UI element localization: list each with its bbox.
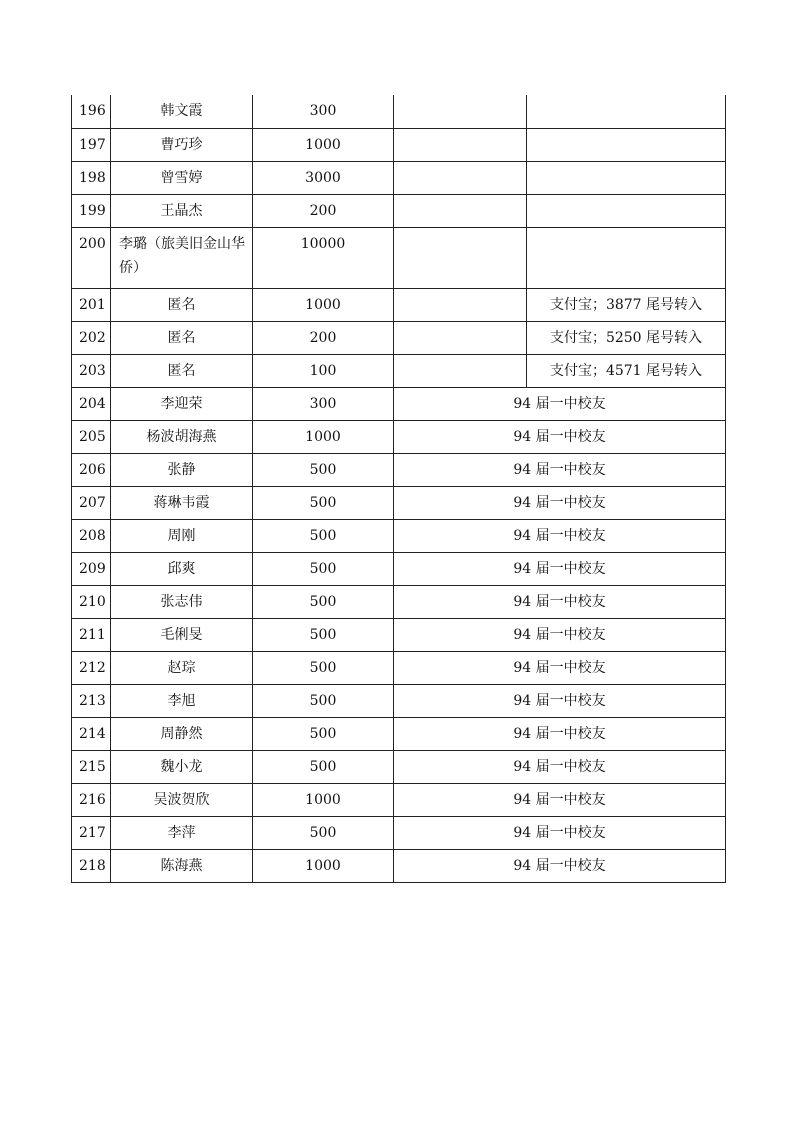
empty-cell xyxy=(394,128,527,161)
table-row xyxy=(72,288,726,321)
note-cell: 94 届一中校友 xyxy=(394,849,726,882)
row-number-cell: 200 xyxy=(72,227,111,288)
row-number-cell: 216 xyxy=(72,783,111,816)
donor-name-cell: 周静然 xyxy=(111,717,253,750)
row-number-cell: 207 xyxy=(72,486,111,519)
row-number-cell: 213 xyxy=(72,684,111,717)
note-cell: 94 届一中校友 xyxy=(394,420,726,453)
donor-name-cell: 匿名 xyxy=(111,354,253,387)
table-row xyxy=(72,227,726,288)
donation-table xyxy=(71,95,726,883)
donor-name-cell: 韩文霞 xyxy=(111,95,253,128)
donor-name-cell: 张志伟 xyxy=(111,585,253,618)
note-cell xyxy=(527,95,726,128)
amount-cell: 10000 xyxy=(253,227,394,288)
note-cell: 94 届一中校友 xyxy=(394,552,726,585)
table-row xyxy=(72,717,726,750)
amount-cell: 1000 xyxy=(253,783,394,816)
note-cell: 94 届一中校友 xyxy=(394,684,726,717)
donor-name-cell: 陈海燕 xyxy=(111,849,253,882)
table-row xyxy=(72,420,726,453)
donor-name-cell: 匿名 xyxy=(111,321,253,354)
amount-cell: 500 xyxy=(253,717,394,750)
amount-cell: 500 xyxy=(253,552,394,585)
amount-cell: 100 xyxy=(253,354,394,387)
donor-name-cell: 李璐（旅美旧金山华侨） xyxy=(111,227,253,288)
row-number-cell: 215 xyxy=(72,750,111,783)
row-number-cell: 209 xyxy=(72,552,111,585)
note-cell xyxy=(527,194,726,227)
empty-cell xyxy=(394,321,527,354)
row-number-cell: 212 xyxy=(72,651,111,684)
note-cell: 支付宝；3877 尾号转入 xyxy=(527,288,726,321)
table-row xyxy=(72,519,726,552)
note-cell xyxy=(527,161,726,194)
amount-cell: 1000 xyxy=(253,288,394,321)
note-cell: 94 届一中校友 xyxy=(394,585,726,618)
note-cell: 94 届一中校友 xyxy=(394,387,726,420)
row-number-cell: 210 xyxy=(72,585,111,618)
table-row xyxy=(72,651,726,684)
table-row xyxy=(72,816,726,849)
donor-name-cell: 蒋琳韦霞 xyxy=(111,486,253,519)
donor-name-cell: 毛俐旻 xyxy=(111,618,253,651)
table-row xyxy=(72,95,726,128)
table-row xyxy=(72,194,726,227)
amount-cell: 500 xyxy=(253,684,394,717)
amount-cell: 500 xyxy=(253,486,394,519)
row-number-cell: 206 xyxy=(72,453,111,486)
donor-name-cell: 李旭 xyxy=(111,684,253,717)
donation-table-body xyxy=(72,95,726,882)
empty-cell xyxy=(394,194,527,227)
donor-name-cell: 匿名 xyxy=(111,288,253,321)
table-row xyxy=(72,161,726,194)
table-row xyxy=(72,321,726,354)
donor-name-cell: 杨波胡海燕 xyxy=(111,420,253,453)
empty-cell xyxy=(394,288,527,321)
amount-cell: 500 xyxy=(253,519,394,552)
donor-name-cell: 魏小龙 xyxy=(111,750,253,783)
donor-name-cell: 李迎荣 xyxy=(111,387,253,420)
row-number-cell: 211 xyxy=(72,618,111,651)
row-number-cell: 214 xyxy=(72,717,111,750)
note-cell: 94 届一中校友 xyxy=(394,618,726,651)
row-number-cell: 217 xyxy=(72,816,111,849)
donor-name-cell: 曾雪婷 xyxy=(111,161,253,194)
empty-cell xyxy=(394,354,527,387)
amount-cell: 500 xyxy=(253,750,394,783)
row-number-cell: 202 xyxy=(72,321,111,354)
note-cell: 94 届一中校友 xyxy=(394,816,726,849)
donor-name-cell: 李萍 xyxy=(111,816,253,849)
row-number-cell: 196 xyxy=(72,95,111,128)
donor-name-cell: 周刚 xyxy=(111,519,253,552)
amount-cell: 1000 xyxy=(253,128,394,161)
empty-cell xyxy=(394,161,527,194)
note-cell: 94 届一中校友 xyxy=(394,519,726,552)
note-cell: 94 届一中校友 xyxy=(394,651,726,684)
row-number-cell: 199 xyxy=(72,194,111,227)
empty-cell xyxy=(394,95,527,128)
amount-cell: 500 xyxy=(253,585,394,618)
table-row xyxy=(72,618,726,651)
table-row xyxy=(72,585,726,618)
row-number-cell: 203 xyxy=(72,354,111,387)
note-cell: 94 届一中校友 xyxy=(394,486,726,519)
amount-cell: 500 xyxy=(253,618,394,651)
amount-cell: 300 xyxy=(253,95,394,128)
table-row xyxy=(72,486,726,519)
donor-name-cell: 赵琮 xyxy=(111,651,253,684)
amount-cell: 3000 xyxy=(253,161,394,194)
row-number-cell: 205 xyxy=(72,420,111,453)
donor-name-cell: 王晶杰 xyxy=(111,194,253,227)
amount-cell: 200 xyxy=(253,194,394,227)
note-cell: 支付宝；5250 尾号转入 xyxy=(527,321,726,354)
table-row xyxy=(72,453,726,486)
amount-cell: 1000 xyxy=(253,420,394,453)
row-number-cell: 198 xyxy=(72,161,111,194)
amount-cell: 500 xyxy=(253,453,394,486)
amount-cell: 1000 xyxy=(253,849,394,882)
donor-name-cell: 邱爽 xyxy=(111,552,253,585)
note-cell: 94 届一中校友 xyxy=(394,750,726,783)
row-number-cell: 204 xyxy=(72,387,111,420)
row-number-cell: 201 xyxy=(72,288,111,321)
note-cell: 94 届一中校友 xyxy=(394,783,726,816)
table-row xyxy=(72,750,726,783)
table-row xyxy=(72,849,726,882)
amount-cell: 500 xyxy=(253,651,394,684)
table-row xyxy=(72,354,726,387)
table-row xyxy=(72,387,726,420)
empty-cell xyxy=(394,227,527,288)
amount-cell: 500 xyxy=(253,816,394,849)
table-row xyxy=(72,783,726,816)
note-cell xyxy=(527,227,726,288)
row-number-cell: 208 xyxy=(72,519,111,552)
donor-name-cell: 曹巧珍 xyxy=(111,128,253,161)
table-row xyxy=(72,552,726,585)
note-cell: 94 届一中校友 xyxy=(394,453,726,486)
donor-name-cell: 吴波贺欣 xyxy=(111,783,253,816)
note-cell xyxy=(527,128,726,161)
table-row xyxy=(72,128,726,161)
row-number-cell: 218 xyxy=(72,849,111,882)
note-cell: 支付宝；4571 尾号转入 xyxy=(527,354,726,387)
table-row xyxy=(72,684,726,717)
row-number-cell: 197 xyxy=(72,128,111,161)
note-cell: 94 届一中校友 xyxy=(394,717,726,750)
amount-cell: 200 xyxy=(253,321,394,354)
amount-cell: 300 xyxy=(253,387,394,420)
donor-name-cell: 张静 xyxy=(111,453,253,486)
